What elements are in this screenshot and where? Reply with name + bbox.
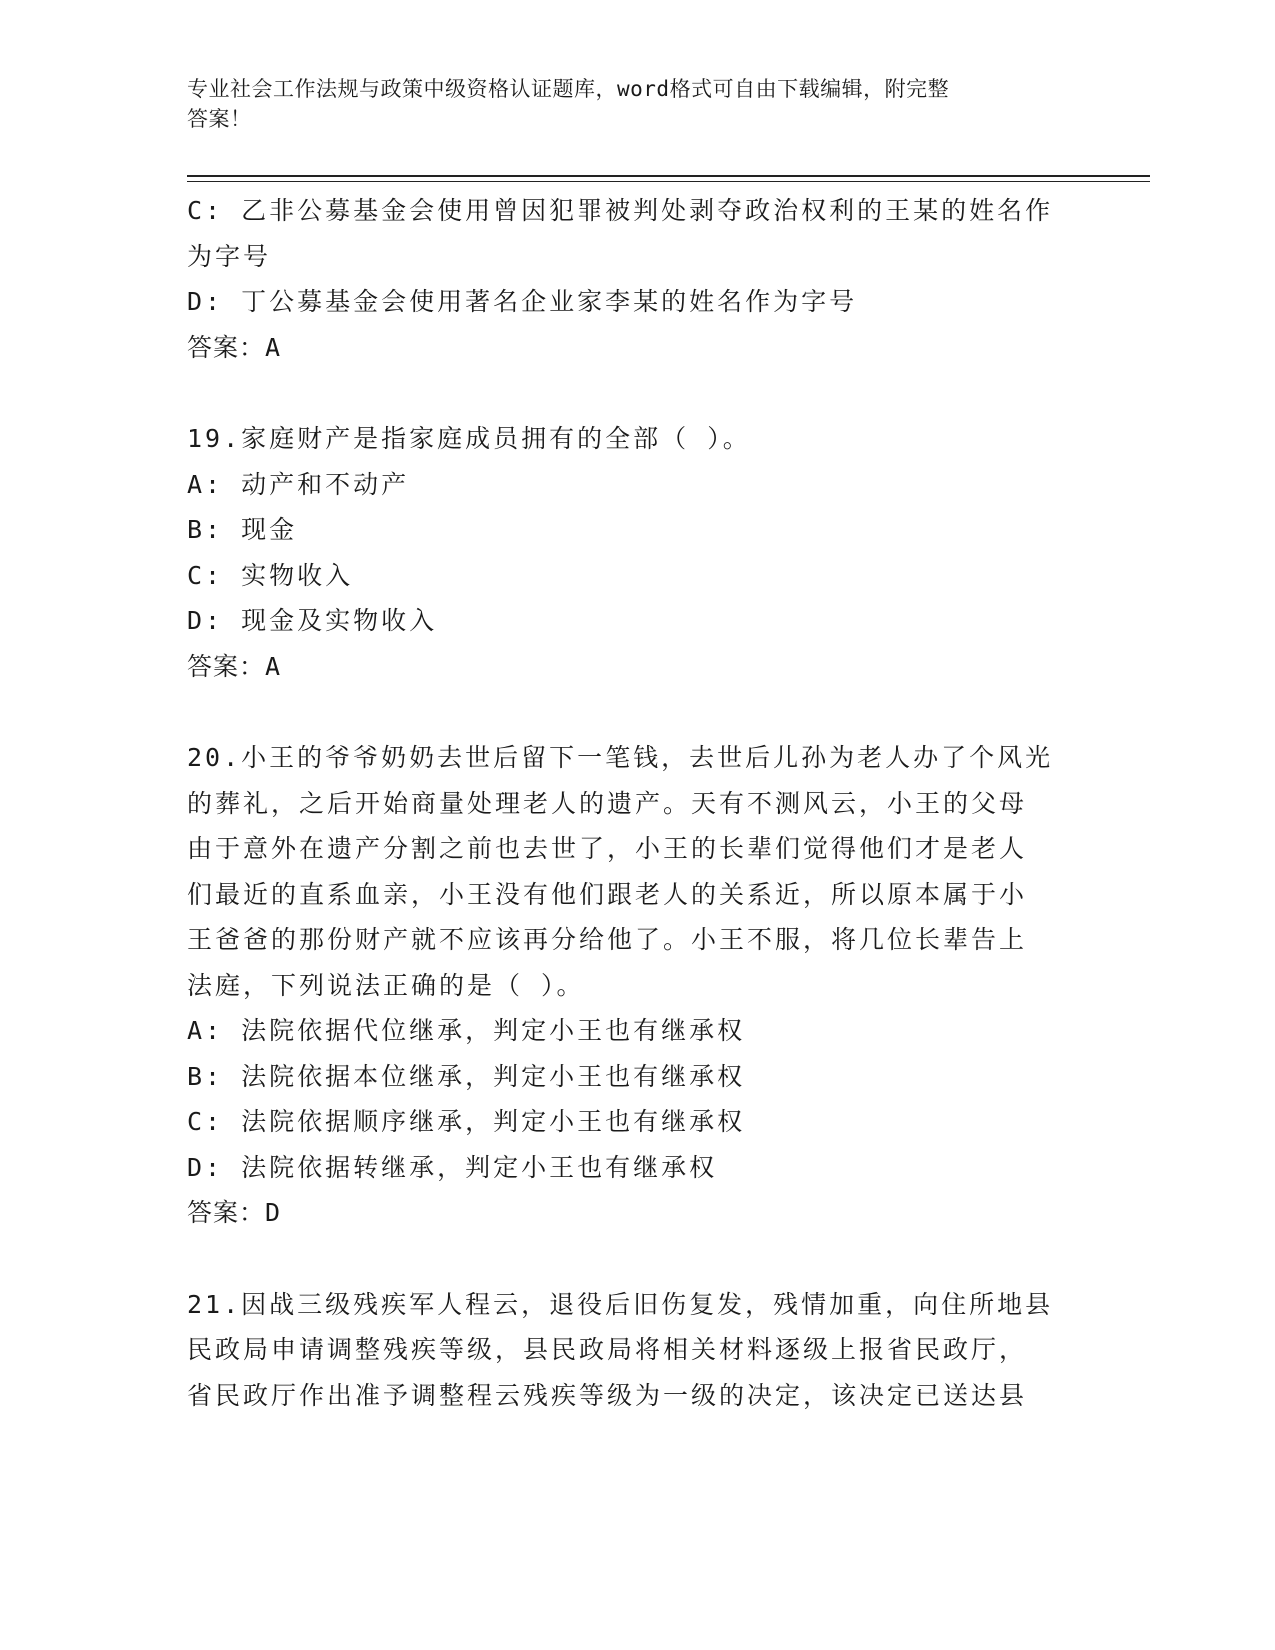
question-21 [187, 1282, 1087, 1419]
q19-option-a: A: 动产和不动产 [187, 469, 410, 499]
q20-stem-line-5: 王爸爸的那份财产就不应该再分给他了。小王不服，将几位长辈告上 [187, 925, 1028, 954]
question-18-tail [187, 188, 1087, 370]
q19-stem: 19.家庭财产是指家庭成员拥有的全部（ ）。 [187, 424, 751, 453]
q20-stem-line-2: 的葬礼，之后开始商量处理老人的遗产。天有不测风云，小王的父母 [187, 788, 1028, 818]
q19-answer: 答案：A [187, 651, 282, 681]
page-header [187, 74, 1067, 134]
q21-stem-line-3: 省民政厅作出准予调整程云残疾等级为一级的决定，该决定已送达县 [187, 1380, 1028, 1410]
q19-option-d: D: 现金及实物收入 [187, 606, 438, 635]
q18-answer: 答案：A [187, 332, 282, 362]
q20-stem-line-4: 们最近的直系血亲，小王没有他们跟老人的关系近，所以原本属于小 [187, 879, 1028, 909]
q19-option-b: B: 现金 [187, 515, 298, 544]
q20-option-a: A: 法院依据代位继承，判定小王也有继承权 [187, 1016, 746, 1045]
spacer [187, 1236, 1087, 1282]
question-content [187, 188, 1087, 1418]
header-line-1: 专业社会工作法规与政策中级资格认证题库，word格式可自由下载编辑，附完整 [187, 77, 950, 101]
q20-stem-line-6: 法庭，下列说法正确的是（ ）。 [187, 970, 585, 1000]
q18-option-c-line-2: 为字号 [187, 241, 272, 271]
q18-option-d: D: 丁公募基金会使用著名企业家李某的姓名作为字号 [187, 287, 858, 316]
q20-stem-line-1: 20.小王的爷爷奶奶去世后留下一笔钱，去世后儿孙为老人办了个风光 [187, 743, 1054, 772]
header-line-2: 答案！ [187, 107, 252, 131]
q20-option-d: D: 法院依据转继承，判定小王也有继承权 [187, 1152, 718, 1182]
q21-stem-line-1: 21.因战三级残疾军人程云，退役后旧伤复发，残情加重，向住所地县 [187, 1289, 1054, 1319]
spacer [187, 689, 1087, 735]
q20-answer: 答案：D [187, 1198, 282, 1227]
q18-option-c-line-1: C: 乙非公募基金会使用曾因犯罪被判处剥夺政治权利的王某的姓名作 [187, 196, 1054, 225]
q20-stem-line-3: 由于意外在遗产分割之前也去世了，小王的长辈们觉得他们才是老人 [187, 834, 1028, 863]
header-divider-thin [187, 181, 1150, 182]
q21-stem-line-2: 民政局申请调整残疾等级，县民政局将相关材料逐级上报省民政厅， [187, 1335, 1028, 1364]
question-20 [187, 735, 1087, 1236]
q20-option-c: C: 法院依据顺序继承，判定小王也有继承权 [187, 1107, 746, 1136]
question-19 [187, 416, 1087, 689]
q19-option-c: C: 实物收入 [187, 560, 354, 590]
spacer [187, 370, 1087, 416]
q20-option-b: B: 法院依据本位继承，判定小王也有继承权 [187, 1061, 746, 1091]
header-divider-thick [187, 175, 1150, 177]
